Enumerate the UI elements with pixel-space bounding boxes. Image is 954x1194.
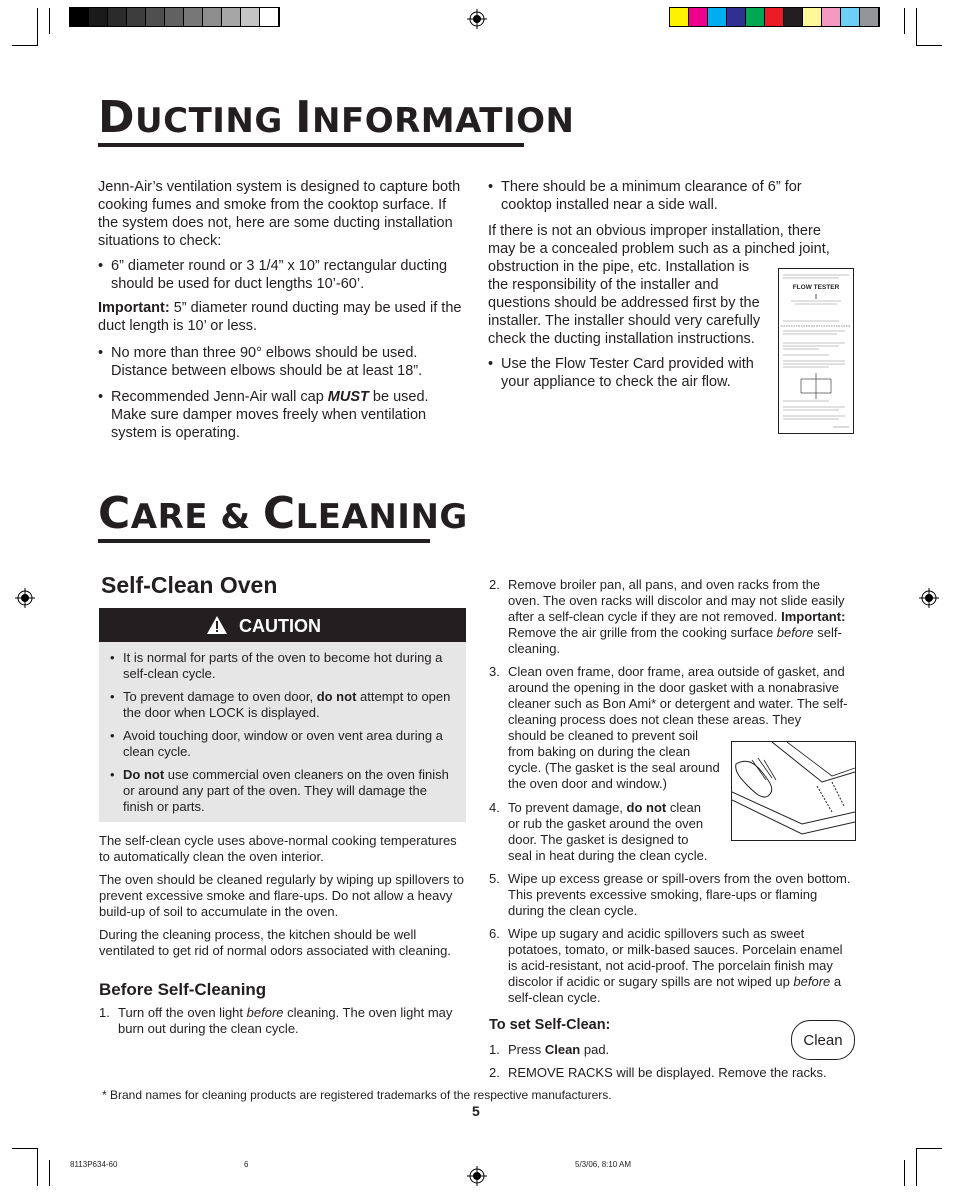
gray-swatch [260, 8, 279, 26]
gray-swatch [165, 8, 184, 26]
care-title: CARE & CLEANING [98, 488, 468, 539]
important-note: Important: 5” diameter round ducting may be used if the duct length is 10’ or less. [98, 300, 462, 334]
list-item: 2. Remove broiler pan, all pans, and oven racks from the oven. The oven racks will discolor and may not slide easily after a self-clean cycle if they are not removed. Important: Remove the air grille from the cooking surface before self-cleaning. [489, 577, 846, 656]
gray-swatch [203, 8, 222, 26]
caution-item: • To prevent damage to oven door, do not attempt to open the door when LOCK is displayed. [110, 689, 451, 720]
set-heading: To set Self-Clean: [489, 1017, 611, 1033]
ducting-title: DUCTING INFORMATION [98, 92, 575, 143]
caution-label: CAUTION [239, 616, 321, 636]
color-swatch [689, 8, 708, 26]
list-item: • 6” diameter round or 3 1/4” x 10” rectangular ducting should be used for duct lengths 10’-60’. [98, 258, 448, 292]
care-para: The oven should be cleaned regularly by wiping up spillovers to prevent excessive smoke and flare-ups. Do not allow a heavy build-up of soil to accumulate in the oven. [99, 872, 464, 919]
title-rule [98, 143, 524, 147]
section-subtitle: Self-Clean Oven [101, 572, 278, 598]
list-item: 3. Clean oven frame, door frame, area outside of gasket, and around the opening in the door gasket with a nonabrasive cleaner such as Bon Ami* or detergent and water. The self-cleaning process does not clean these areas. They should be cleaned to prevent soil from baking on during the clean cycle. (The gasket is the seal around the oven door and window.) [489, 664, 848, 791]
gray-swatch [70, 8, 89, 26]
care-para: During the cleaning process, the kitchen should be well ventilated to get rid of normal odors associated with cleaning. [99, 927, 451, 958]
color-swatch [841, 8, 860, 26]
color-swatch [822, 8, 841, 26]
caution-item: • Avoid touching door, window or oven vent area during a clean cycle. [110, 728, 443, 759]
grayscale-bar [69, 7, 280, 27]
registration-mark-icon [919, 588, 939, 608]
ducting-intro: Jenn-Air’s ventilation system is designed to capture both cooking fumes and smoke from the cooktop surface. If the system does not, here are some ducting installation situations to check: [98, 179, 461, 249]
gray-swatch [222, 8, 241, 26]
slug-page: 6 [244, 1160, 249, 1169]
flow-tester-card: FLOW TESTER [778, 268, 854, 434]
list-item: 5. Wipe up excess grease or spill-overs from the oven bottom. This prevents excessive smoking, flare-ups or flaming during the clean cycle. [489, 871, 851, 918]
title-rule [98, 539, 430, 543]
list-item: 6. Wipe up sugary and acidic spillovers such as sweet potatoes, tomato, or milk-based sauces. Porcelain enamel is acid-resistant, not acid-proof. The porcelain finish may discolor if acidic or sugary spills are not wiped up before a self-clean cycle. [489, 926, 843, 1005]
list-item: • Use the Flow Tester Card provided with your appliance to check the air flow. [488, 356, 754, 390]
clean-pad-label: Clean [803, 1031, 843, 1049]
list-item: • No more than three 90° elbows should be used. Distance between elbows should be at least 18”. [98, 345, 423, 379]
color-swatch [860, 8, 879, 26]
color-swatch [784, 8, 803, 26]
color-swatch [765, 8, 784, 26]
care-para: The self-clean cycle uses above-normal cooking temperatures to automatically clean the oven interior. [99, 833, 457, 864]
slug-file: 8113P634-60 [70, 1160, 118, 1169]
list-item: • There should be a minimum clearance of 6” for cooktop installed near a side wall. [488, 179, 802, 213]
flow-card-diagram [779, 269, 853, 433]
list-item: 2. REMOVE RACKS will be displayed. Remove the racks. [489, 1065, 827, 1080]
color-swatch [670, 8, 689, 26]
footnote: * Brand names for cleaning products are registered trademarks of the respective manufacturers. [102, 1088, 612, 1102]
color-swatch [803, 8, 822, 26]
page-number: 5 [472, 1103, 480, 1119]
ducting-para: If there is not an obvious improper installation, there may be a concealed problem such as a pinched joint, obstruction in the pipe, etc. Installation is the responsibility of the installer and questions should be addressed first by the installer. The installer should very carefully check the ducting installation instructions. [488, 223, 830, 347]
gray-swatch [184, 8, 203, 26]
registration-mark-icon [467, 1166, 487, 1186]
gray-swatch [108, 8, 127, 26]
oven-door-illustration [731, 741, 856, 841]
color-swatch [746, 8, 765, 26]
caution-header [99, 608, 466, 642]
registration-mark-icon [467, 9, 487, 29]
color-bar [669, 7, 880, 27]
color-swatch [708, 8, 727, 26]
gray-swatch [241, 8, 260, 26]
list-item: 1. Turn off the oven light before cleaning. The oven light may burn out during the clean cycle. [99, 1005, 453, 1036]
caution-item: • It is normal for parts of the oven to become hot during a self-clean cycle. [110, 650, 443, 681]
gray-swatch [127, 8, 146, 26]
list-item: • Recommended Jenn-Air wall cap MUST be used. Make sure damper moves freely when ventilation system is operating. [98, 389, 429, 441]
registration-mark-icon [15, 588, 35, 608]
list-item: 1. Press Clean pad. [489, 1042, 610, 1057]
gray-swatch [146, 8, 165, 26]
before-heading: Before Self-Cleaning [99, 980, 267, 999]
caution-item: • Do not use commercial oven cleaners on the oven finish or around any part of the oven. They will damage the finish or parts. [110, 767, 449, 814]
list-item: 4. To prevent damage, do not clean or rub the gasket around the oven door. The gasket is designed to seal in heat during the clean cycle. [489, 800, 708, 863]
clean-pad-graphic [791, 1020, 855, 1060]
color-swatch [727, 8, 746, 26]
gray-swatch [89, 8, 108, 26]
slug-date: 5/3/06, 8:10 AM [575, 1160, 632, 1169]
warning-icon [206, 615, 228, 635]
